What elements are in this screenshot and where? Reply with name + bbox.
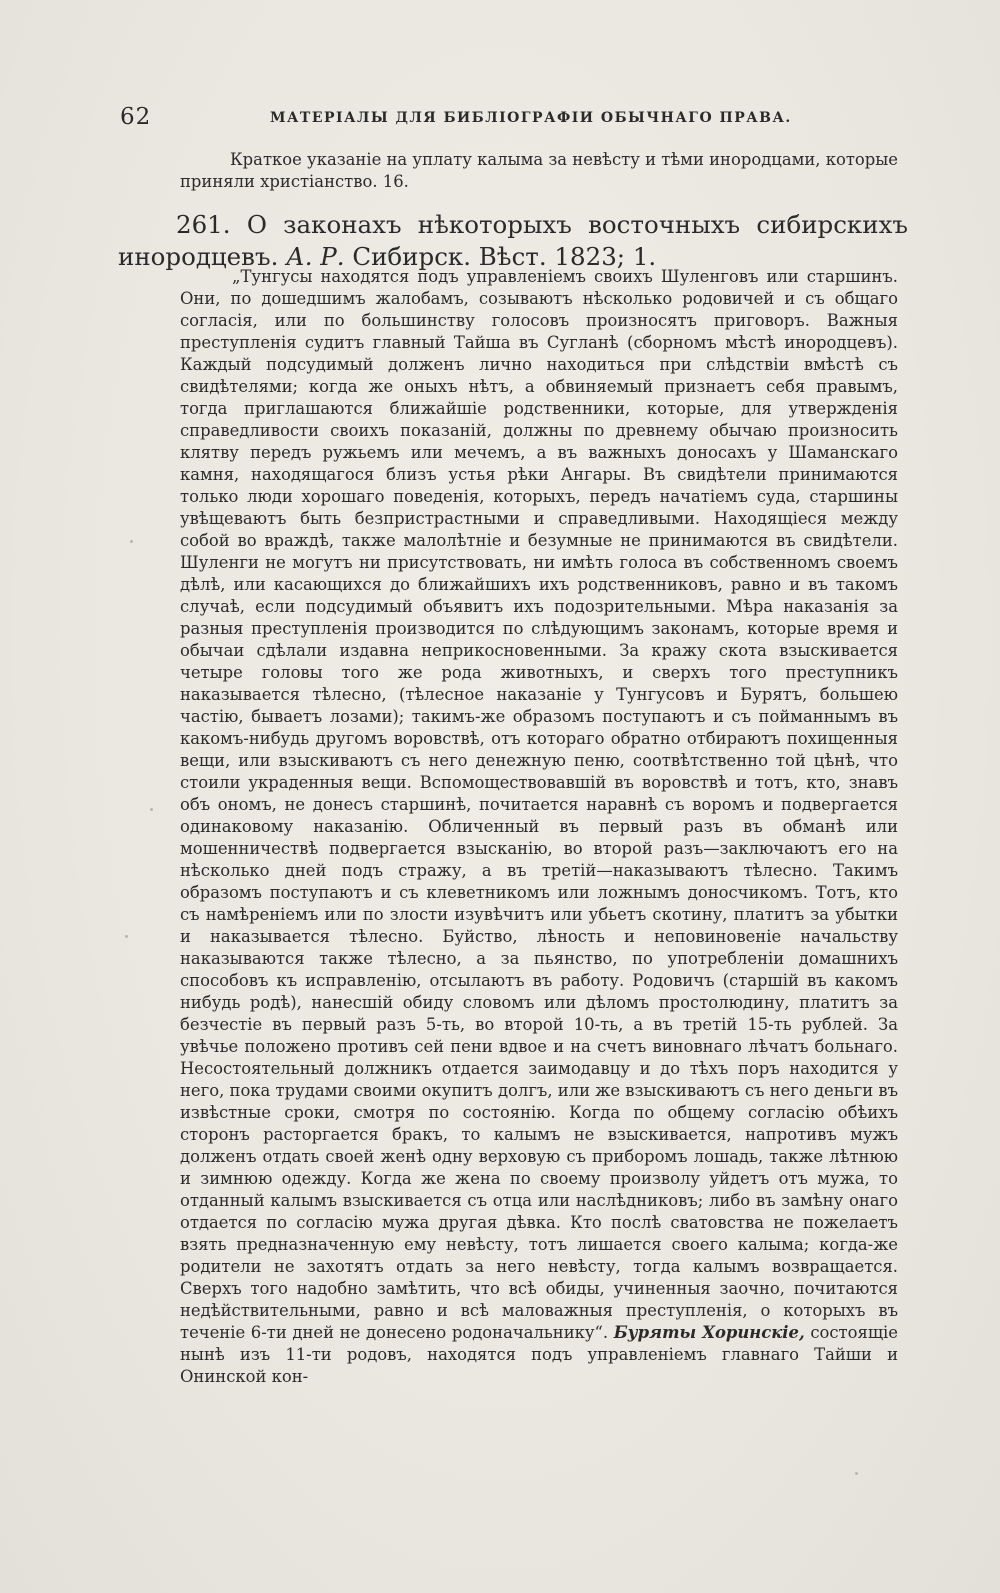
speck (150, 808, 153, 811)
entry-number: 261. (176, 210, 231, 239)
body-highlight: Буряты Хоринскіе, (613, 1323, 805, 1342)
previous-entry-note (180, 149, 898, 193)
speck (130, 540, 133, 543)
page-number: 62 (120, 104, 152, 130)
body-main-text: „Тунгусы находятся подъ управленіемъ своихъ Шуленговъ или старшинъ. Они, по дошедшимъ жалобамъ, созываютъ нѣсколько родовичей и съ общаго согласія, или по большинству голосовъ произносятъ приговоръ. Важныя преступленія судитъ главный Тайша въ Сугланѣ (сборномъ мѣстѣ инородцевъ). Каждый подсудимый долженъ лично находиться при слѣдствіи вмѣстѣ съ свидѣтелями; когда же оныхъ нѣтъ, а обвиняемый признаетъ себя правымъ, тогда приглашаются ближайшіе родственники, которые, для утвержденія справедливости своихъ показаній, должны по древнему обычаю произносить клятву передъ ружьемъ или мечемъ, а въ важныхъ доносахъ у Шаманскаго камня, находящагося близъ устья рѣки Ангары. Въ свидѣтели принимаются только люди хорошаго поведенія, которыхъ, передъ начатіемъ суда, старшины увѣщеваютъ быть безпристрастными и справедливыми. Находящіеся между собой во враждѣ, также малолѣтніе и безумные не принимаются въ свидѣтели. Шуленги не могутъ ни присутствовать, ни имѣть голоса въ собственномъ своемъ дѣлѣ, или касающихся до ближайшихъ ихъ родственниковъ, равно и въ такомъ случаѣ, если подсудимый объявитъ ихъ подозрительными. Мѣра наказанія за разныя преступленія производится по слѣдующимъ законамъ, которые время и обычаи сдѣлали издавна неприкосновенными. За кражу скота взыскивается четыре головы того же рода животныхъ, и сверхъ того преступникъ наказывается тѣлесно, (тѣлесное наказаніе у Тунгусовъ и Бурятъ, большею частію, бываетъ лозами); такимъ-же образомъ поступаютъ и съ пойманнымъ въ какомъ-нибудь другомъ воровствѣ, отъ котораго обратно отбираютъ похищенныя вещи, или взыскиваютъ съ него денежную пеню, соотвѣтственно той цѣнѣ, что стоили украденныя вещи. Вспомоществовавшій въ воровствѣ и тотъ, кто, знавъ объ ономъ, не донесъ старшинѣ, почитается наравнѣ съ воромъ и подвергается одинаковому наказанію. Обличенный въ первый разъ въ обманѣ или мошенничествѣ подвергается взысканію, во второй разъ—заключаютъ его на нѣсколько дней подъ стражу, а въ третій—наказываютъ тѣлесно. Такимъ образомъ поступаютъ и съ клеветникомъ или ложнымъ доносчикомъ. Тотъ, кто съ намѣреніемъ или по злости изувѣчитъ или убьетъ скотину, платитъ за убытки и наказывается тѣлесно. Буйство, лѣность и неповиновеніе начальству наказываются также тѣлесно, а за пьянство, по употребленіи домашнихъ способовъ къ исправленію, отсылаютъ въ работу. Родовичъ (старшій въ какомъ нибудь родѣ), нанесшій обиду словомъ или дѣломъ простолюдину, платитъ за безчестіе въ первый разъ 5-ть, во второй 10-ть, а въ третій 15-ть рублей. За увѣчье положено противъ сей пени вдвое и на счетъ виновнаго лѣчатъ больнаго. Несостоятельный должникъ отдается заимодавцу и до тѣхъ поръ находится у него, пока трудами своими окупитъ долгъ, или же взыскиваютъ съ него деньги въ извѣстные сроки, смотря по состоянію. Когда по общему согласію обѣихъ сторонъ расторгается бракъ, то калымъ не взыскивается, напротивъ мужъ долженъ отдать своей женѣ одну верховую съ приборомъ лошадь, также лѣтнюю и зимнюю одежду. Когда же жена по своему произволу уйдетъ отъ мужа, то отданный калымъ взыскивается съ отца или наслѣдниковъ; либо въ замѣну онаго отдается по согласію мужа другая дѣвка. Кто послѣ сватовства не пожелаетъ взять предназначенную ему невѣсту, тотъ лишается своего калыма; когда-же родители не захотятъ отдать за него невѣсту, тогда калымъ возвращается. Сверхъ того надобно замѣтить, что всѣ обиды, учиненныя заочно, почитаются недѣйствительными, равно и всѣ маловажныя преступленія, о которыхъ въ теченіе 6-ти дней не донесено родоначальнику“. (180, 267, 898, 1342)
running-title: МАТЕРІАЛЫ ДЛЯ БИБЛІОГРАФІИ ОБЫЧНАГО ПРАВА. (270, 110, 792, 126)
entry-source: Сибирск. Вѣст. 1823; 1. (352, 242, 657, 271)
note-text: Краткое указаніе на уплату калыма за невѣсту и тѣми инородцами, которые приняли христіанство. 16. (180, 150, 898, 191)
page-header (120, 104, 890, 134)
entry-author: А. Р. (286, 242, 345, 271)
body-tail-text: состоящіе нынѣ изъ 11-ти родовъ, находятся подъ управленіемъ главнаго Тайши и Онинской кон- (180, 1323, 898, 1386)
entry-heading (118, 209, 908, 273)
entry-body (180, 266, 898, 1388)
speck (855, 1472, 858, 1475)
entry-title: О законахъ нѣкоторыхъ восточныхъ сибирскихъ инородцевъ. (118, 210, 908, 271)
speck (125, 935, 128, 938)
